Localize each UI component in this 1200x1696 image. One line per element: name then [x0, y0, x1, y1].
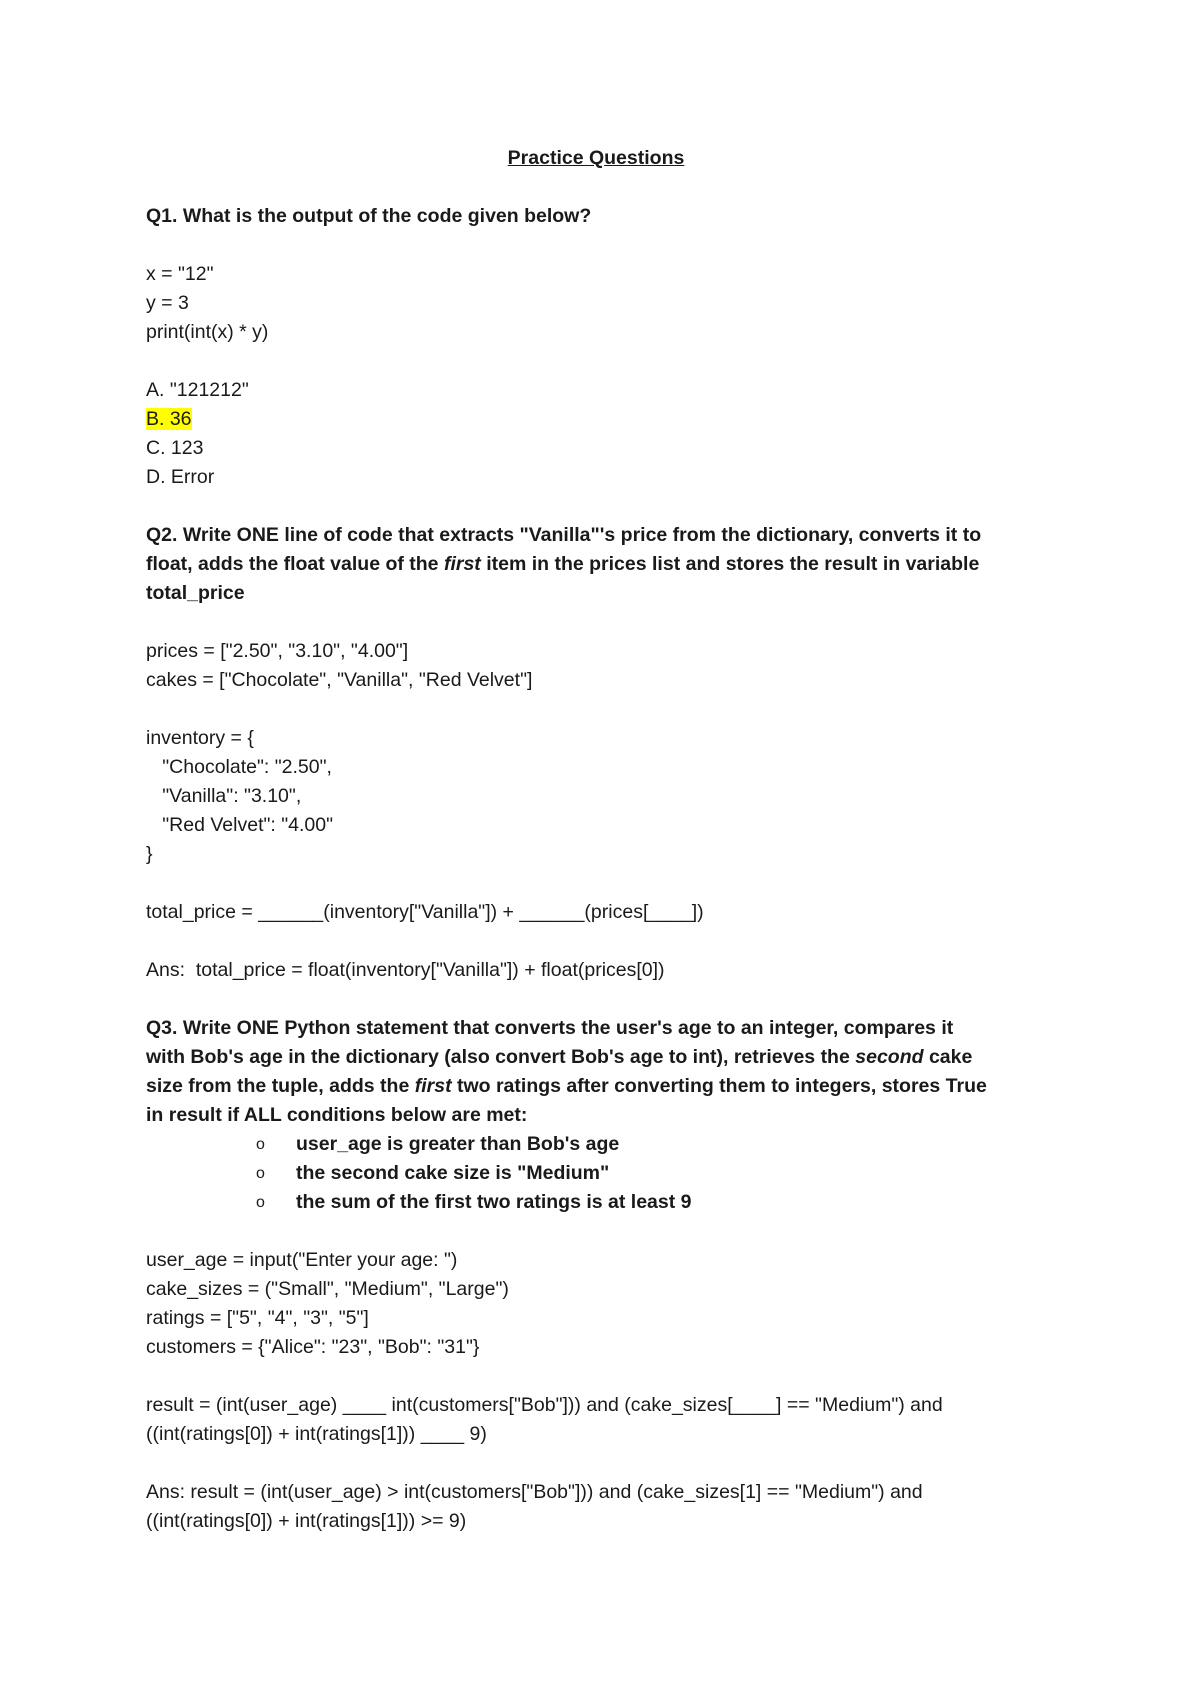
bullet-icon: o [256, 1194, 265, 1211]
q3-template: result = (int(user_age) ____ int(customers["Bob"])) and (cake_sizes[____] == "Medium") and ((int(ratings[0]) + int(ratings[1])) ____ 9) [146, 1394, 943, 1445]
q3-answer: Ans: result = (int(user_age) > int(customers["Bob"])) and (cake_sizes[1] == "Medium") and ((int(ratings[0]) + int(ratings[1])) >= 9) [146, 1481, 923, 1532]
emphasis-first: first [414, 1075, 452, 1097]
list-item: o the sum of the first two ratings is at least 9 [146, 1188, 1066, 1217]
q1-options [146, 376, 1066, 492]
code-line: cakes = ["Chocolate", "Vanilla", "Red Velvet"] [146, 669, 533, 691]
list-item: o user_age is greater than Bob's age [146, 1130, 1066, 1159]
q2-code-block [146, 637, 1066, 695]
list-item: o the second cake size is "Medium" [146, 1159, 1066, 1188]
q1-code-block [146, 260, 1066, 347]
q3-question: Q3. Write ONE Python statement that converts the user's age to an integer, compares it with Bob's age in the dictionary (also convert Bob's age to int), retrieves the second cake size from the tuple, adds the first two ratings after converting them to integers, stores True in result if ALL conditions below are met: [146, 1017, 987, 1126]
q2-answer: Ans: total_price = float(inventory["Vanilla"]) + float(prices[0]) [146, 959, 665, 981]
code-line: print(int(x) * y) [146, 321, 269, 343]
code-line: user_age = input("Enter your age: ") [146, 1249, 458, 1271]
code-line: prices = ["2.50", "3.10", "4.00"] [146, 640, 409, 662]
emphasis-first: first [443, 553, 481, 575]
bullet-icon: o [256, 1165, 265, 1182]
code-line: cake_sizes = ("Small", "Medium", "Large") [146, 1278, 509, 1300]
bullet-icon: o [256, 1136, 265, 1153]
code-line: "Red Velvet": "4.00" [146, 814, 334, 836]
code-line: "Chocolate": "2.50", [146, 756, 332, 778]
option-c: C. 123 [146, 437, 204, 459]
q3-code-block [146, 1246, 1066, 1362]
option-b-highlighted: B. 36 [146, 408, 192, 430]
page-title: Practice Questions [507, 147, 685, 169]
code-line: "Vanilla": "3.10", [146, 785, 302, 807]
q3-conditions-list [146, 1130, 1066, 1217]
code-line: y = 3 [146, 292, 189, 314]
document-page [146, 144, 1066, 1536]
option-a: A. "121212" [146, 379, 249, 401]
q2-template: total_price = ______(inventory["Vanilla"]) + ______(prices[____]) [146, 901, 704, 923]
code-line: } [146, 843, 153, 865]
q2-question: Q2. Write ONE line of code that extracts "Vanilla"'s price from the dictionary, converts it to float, adds the float value of the first item in the prices list and stores the result in variable total_price [146, 524, 982, 604]
q1-question: Q1. What is the output of the code given below? [146, 205, 592, 227]
code-line: inventory = { [146, 727, 254, 749]
emphasis-second: second [855, 1046, 924, 1068]
option-d: D. Error [146, 466, 215, 488]
code-line: x = "12" [146, 263, 214, 285]
code-line: customers = {"Alice": "23", "Bob": "31"} [146, 1336, 480, 1358]
q2-inventory-block [146, 724, 1066, 869]
code-line: ratings = ["5", "4", "3", "5"] [146, 1307, 369, 1329]
